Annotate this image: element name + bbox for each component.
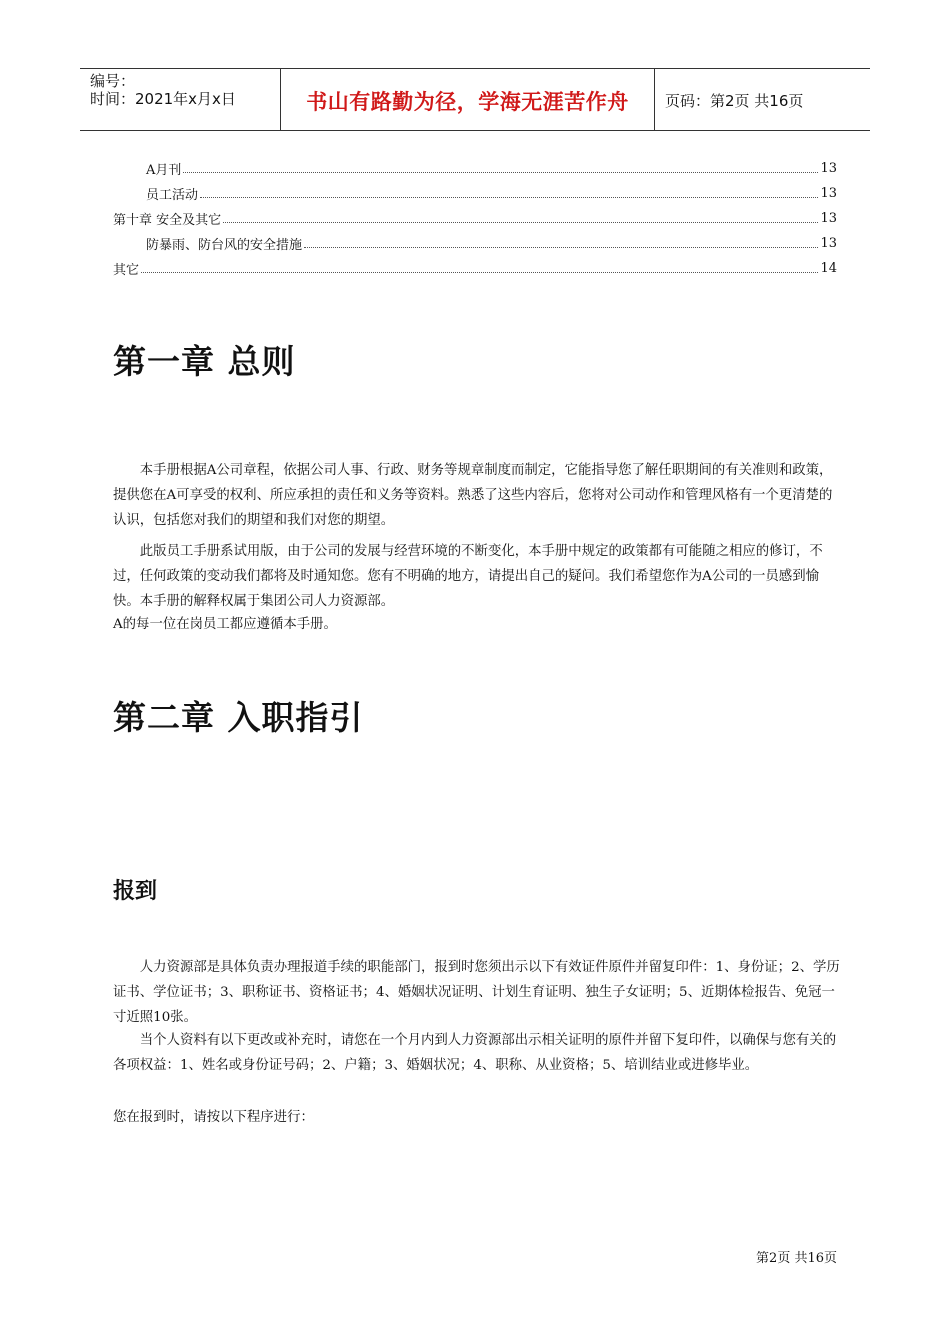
section-title-registration: 报到 <box>113 879 158 904</box>
toc-entry[interactable] <box>113 156 837 181</box>
toc-entry[interactable] <box>113 231 837 256</box>
toc-leader-dots <box>141 272 818 273</box>
chapter2-title: 第二章 入职指引 <box>113 698 364 737</box>
chapter1-paragraph-2: 此版员工手册系试用版，由于公司的发展与经营环境的不断变化，本手册中规定的政策都有可能随之相应的修订，不过，任何政策的变动我们都将及时通知您。您有不明确的地方，请提出自己的疑问。我们希望您作为A公司的一员感到愉快。本手册的解释权属于集团公司人力资源部。 <box>113 544 823 609</box>
toc-entry-label: 其它 <box>113 263 140 278</box>
chapter2-paragraph-2: 当个人资料有以下更改或补充时，请您在一个月内到人力资源部出示相关证明的原件并留下复印件，以确保与您有关的各项权益：1、姓名或身份证号码；2、户籍；3、婚姻状况；4、职称、从业资格；5、培训结业或进修毕业。 <box>113 1033 837 1073</box>
toc-entry-page: 14 <box>820 261 837 276</box>
chapter1-paragraph-1: 本手册根据A公司章程，依据公司人事、行政、财务等规章制度而制定，它能指导您了解任职期间的有关准则和政策，提供您在A可享受的权利、所应承担的责任和义务等资料。熟悉了这些内容后，您将对公司动作和管理风格有一个更清楚的认识，包括您对我们的期望和我们对您的期望。 <box>113 463 833 528</box>
motto-text: 书山有路勤为径，学海无涯苦作舟 <box>306 90 629 114</box>
toc-entry-page: 13 <box>820 161 837 176</box>
toc-entry-label: 员工活动 <box>146 188 199 203</box>
toc-entry-page: 13 <box>820 236 837 251</box>
table-of-contents <box>113 156 837 281</box>
header-page-number: 页码：第2页 共16页 <box>665 92 804 110</box>
chapter1-paragraph-3: A的每一位在岗员工都应遵循本手册。 <box>113 617 337 632</box>
toc-entry-label: A月刊 <box>146 163 182 178</box>
page-footer-number: 第2页 共16页 <box>756 1251 837 1266</box>
toc-leader-dots <box>200 197 818 198</box>
chapter1-title: 第一章 总则 <box>113 342 296 381</box>
toc-leader-dots <box>223 222 818 223</box>
toc-leader-dots <box>304 247 818 248</box>
toc-entry-page: 13 <box>820 211 837 226</box>
serial-label: 编号： <box>90 72 136 90</box>
header-motto-cell <box>281 69 655 130</box>
toc-entry[interactable] <box>113 181 837 206</box>
header-page-cell <box>655 69 870 130</box>
toc-entry-label: 防暴雨、防台风的安全措施 <box>146 238 303 253</box>
time-label: 时间：2021年x月x日 <box>90 90 236 108</box>
header-meta-cell <box>80 69 281 130</box>
chapter2-paragraph-3: 您在报到时，请按以下程序进行： <box>113 1110 314 1125</box>
toc-entry-page: 13 <box>820 186 837 201</box>
page-header <box>80 68 870 131</box>
chapter2-paragraph-1: 人力资源部是具体负责办理报道手续的职能部门，报到时您须出示以下有效证件原件并留复印件：1、身份证；2、学历证书、学位证书；3、职称证书、资格证书；4、婚姻状况证明、计划生育证明、独生子女证明；5、近期体检报告、免冠一寸近照10张。 <box>113 960 840 1025</box>
toc-entry-label: 第十章 安全及其它 <box>113 213 222 228</box>
toc-entry[interactable] <box>113 256 837 281</box>
toc-leader-dots <box>183 172 818 173</box>
toc-entry[interactable] <box>113 206 837 231</box>
